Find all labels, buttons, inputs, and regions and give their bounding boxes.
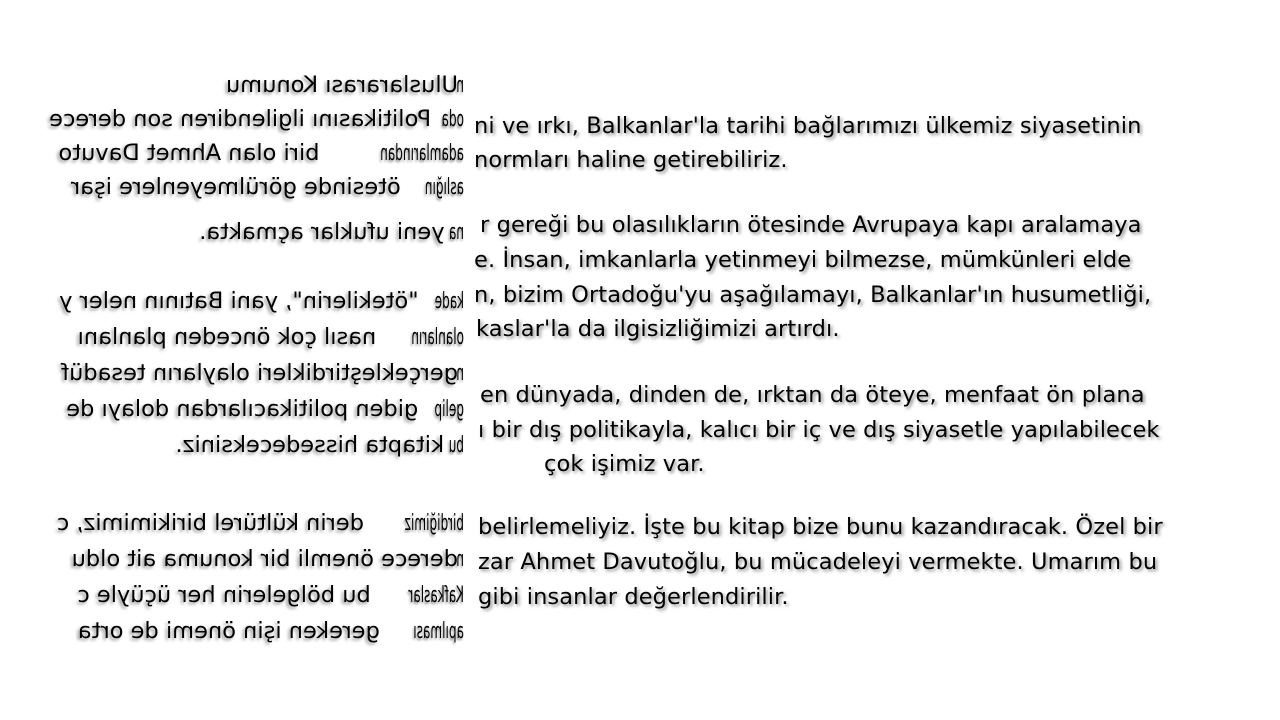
right-line: e. İnsan, imkanlarla yetinmeyi bilmezse, mümkünleri elde: [474, 247, 1132, 273]
left-line: kade"ötekilerin", yani Batının neler y: [59, 288, 464, 314]
left-line: nayeni ufuklar açmakta.: [199, 219, 464, 245]
right-line: normları haline getirebiliriz.: [474, 147, 788, 173]
right-line: r gereği bu olasılıkların ötesinde Avrupaya kapı aralamaya: [480, 212, 1142, 238]
right-line: belirlemeliyiz. İşte bu kitap bize bunu kazandıracak. Özel bir: [478, 514, 1163, 540]
left-line: birdiğimizderin kültürel birikimimiz, c: [56, 510, 464, 536]
right-page-text: [474, 0, 1280, 720]
turning-page: [0, 0, 474, 720]
left-line: olanlarınnasıl çok önceden planlanı: [77, 324, 464, 350]
right-line: zar Ahmet Davutoğlu, bu mücadeleyi vermekte. Umarım bu: [478, 549, 1158, 575]
mirrored-page-text: [0, 0, 474, 720]
right-line: ni ve ırkı, Balkanlar'la tarihi bağlarımızı ülkemiz siyasetinin: [474, 113, 1142, 139]
left-line: nderece önemli bir konuma ait oldu: [71, 546, 464, 572]
left-line: Kafkaslarbu bölgelerin her üçüyle c: [77, 582, 464, 608]
left-line: gelipgiden politikacılardan dolayı de: [66, 396, 464, 422]
left-line: apılmasıgereken işin önemi de orta: [77, 618, 464, 644]
right-line: n, bizim Ortadoğu'yu aşağılamayı, Balkanlar'ın husumetliği,: [474, 282, 1152, 308]
left-line: adamlarındanbiri olan Ahmet Davuto: [58, 140, 464, 166]
right-line: çok işimiz var.: [544, 451, 705, 477]
left-line: aslığınötesinde görülmeyenlere işar: [71, 174, 464, 200]
left-line: ngerçekleştirdikleri olayların tesadüf: [61, 360, 464, 386]
right-line: ı bir dış politikayla, kalıcı bir iç ve dış siyasetle yapılabilecek: [478, 417, 1160, 443]
left-line: nUluslararası Konumu: [226, 72, 464, 98]
left-line: bukitapta hissedeceksiniz.: [175, 432, 464, 458]
right-line: kaslar'la da ilgisizliğimizi artırdı.: [476, 316, 840, 342]
right-line: en dünyada, dinden de, ırktan da öteye, menfaat ön plana: [480, 382, 1145, 408]
right-line: gibi insanlar değerlendirilir.: [478, 584, 789, 610]
left-line: odaPolitikasını ilgilendiren son derece: [49, 106, 464, 132]
